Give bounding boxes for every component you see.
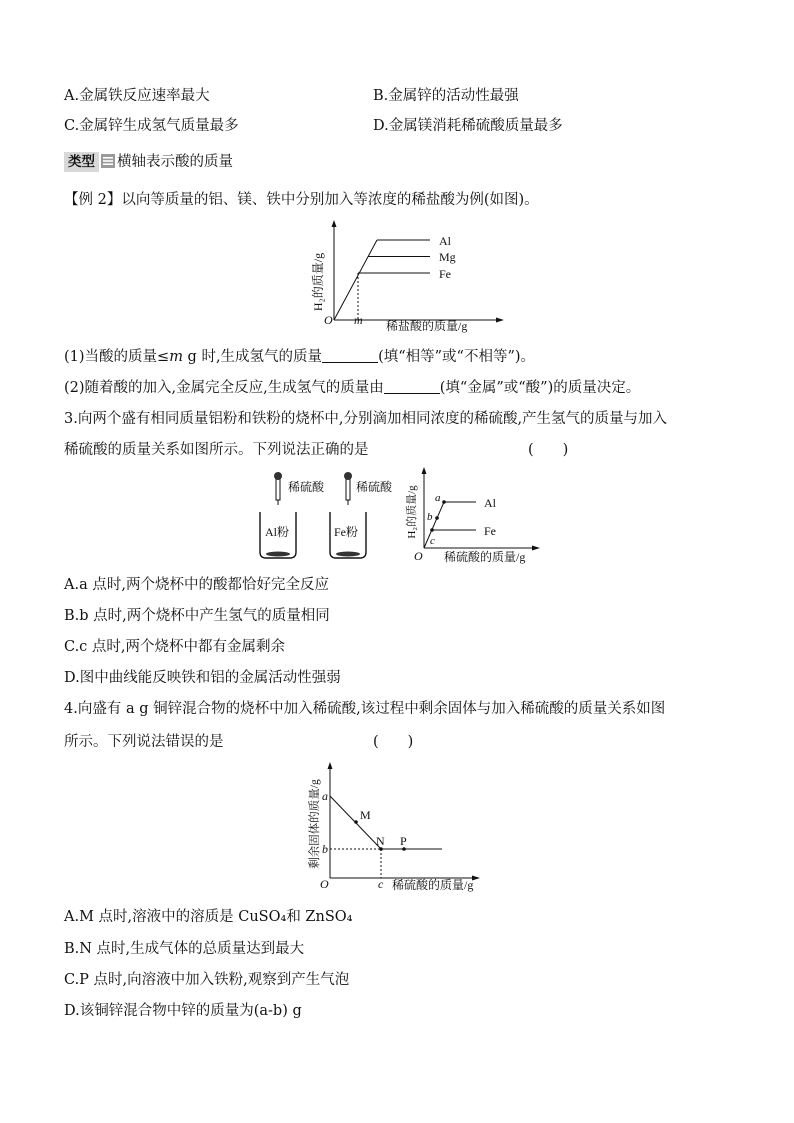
q4-option-a: A.M 点时,溶液中的溶质是 CuSO₄和 ZnSO₄ [64, 909, 353, 925]
q4-graph [304, 758, 494, 894]
m-tick-label: m [354, 313, 363, 327]
c-tick-label: c [378, 877, 384, 891]
point-n-label: N [376, 834, 385, 848]
q3-graph [404, 464, 550, 564]
a-tick-label: a [322, 789, 328, 803]
example2-q1: (1)当酸的质量≤m g 时,生成氢气的质量 (填“相等”或“不相等”)。 [64, 349, 536, 365]
type-badge: 类型 [64, 152, 99, 172]
point-c-label: c [430, 535, 435, 547]
beaker2-content-label: Fe粉 [334, 525, 359, 539]
answer-blank-2[interactable] [384, 379, 440, 394]
x-axis-label: 稀硫酸的质量/g [392, 878, 474, 892]
option-d: D.金属镁消耗稀硫酸质量最多 [373, 118, 563, 134]
x-axis-label: 稀盐酸的质量/g [386, 319, 468, 333]
type-heading [64, 152, 233, 172]
example2-intro: 【例 2】以向等质量的铝、镁、铁中分别加入等浓度的稀盐酸为例(如图)。 [64, 192, 539, 208]
y-axis-label: 剩余固体的质量/g [309, 779, 321, 869]
beaker1-content-label: Al粉 [265, 525, 290, 539]
x-axis-label: 稀硫酸的质量/g [444, 550, 526, 564]
q4-option-c: C.P 点时,向溶液中加入铁粉,观察到产生气泡 [64, 972, 350, 988]
q4-option-b: B.N 点时,生成气体的总质量达到最大 [64, 941, 305, 957]
example2-q2: (2)随着酸的加入,金属完全反应,生成氢气的质量由 (填“金属”或“酸”)的质量决定。 [64, 380, 641, 396]
example2-figure [310, 220, 510, 335]
q3-answer-paren: ( ) [528, 442, 569, 458]
y-axis-label: H₂的质量/g [311, 252, 325, 312]
q4-answer-paren: ( ) [373, 734, 414, 750]
q3-option-c: C.c 点时,两个烧杯中都有金属剩余 [64, 639, 286, 655]
series-label-fe: Fe [484, 524, 496, 538]
q4-stem-line2: 所示。下列说法错误的是 [64, 734, 224, 750]
origin-label: O [414, 549, 423, 563]
answer-blank-1[interactable] [322, 348, 378, 363]
q3-option-a: A.a 点时,两个烧杯中的酸都恰好完全反应 [64, 577, 329, 593]
series-label-al: Al [484, 496, 496, 510]
origin-label: O [320, 877, 329, 891]
section-marker-icon [101, 154, 115, 168]
point-b-label: b [427, 511, 433, 523]
beaker2-acid-label: 稀硫酸 [356, 480, 393, 494]
series-label-fe: Fe [439, 267, 451, 281]
point-p-label: P [400, 834, 407, 848]
q4-stem-line1: 4.向盛有 a g 铜锌混合物的烧杯中加入稀硫酸,该过程中剩余固体与加入稀硫酸的质量关系如图 [64, 701, 666, 717]
q3-stem-line1: 3.向两个盛有相同质量铝粉和铁粉的烧杯中,分别滴加相同浓度的稀硫酸,产生氢气的质量与加入 [64, 411, 668, 427]
type-heading-text: 横轴表示酸的质量 [117, 154, 233, 170]
q3-beakers-figure [250, 470, 410, 562]
origin-label: O [324, 313, 333, 327]
option-c: C.金属锌生成氢气质量最多 [64, 118, 239, 134]
q3-option-b: B.b 点时,两个烧杯中产生氢气的质量相同 [64, 608, 330, 624]
series-label-al: Al [439, 234, 451, 248]
q4-option-d: D.该铜锌混合物中锌的质量为(a-b) g [64, 1003, 302, 1019]
series-label-mg: Mg [439, 250, 456, 264]
point-a-label: a [435, 492, 441, 504]
q3-option-d: D.图中曲线能反映铁和铝的金属活动性强弱 [64, 670, 341, 686]
q3-stem-line2: 稀硫酸的质量关系如图所示。下列说法正确的是 [64, 442, 369, 458]
b-tick-label: b [322, 842, 328, 856]
option-a: A.金属铁反应速率最大 [64, 88, 210, 104]
point-m-label: M [360, 808, 371, 822]
option-b: B.金属锌的活动性最强 [373, 88, 519, 104]
y-axis-label: H₂的质量/g [406, 485, 418, 539]
beaker1-acid-label: 稀硫酸 [288, 480, 325, 494]
